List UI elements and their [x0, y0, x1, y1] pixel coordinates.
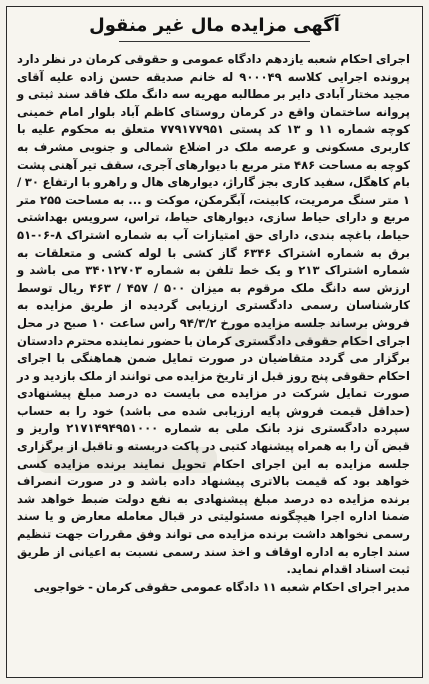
notice-title: آگهی مزایده مال غیر منقول [89, 15, 340, 36]
notice-signature: مدیر اجرای احکام شعبه ۱۱ دادگاه عمومی حقوقی کرمان - خواجویی [33, 579, 410, 594]
legal-notice [6, 6, 423, 678]
notice-paragraph: اجرای احکام شعبه یازدهم دادگاه عمومی و حقوقی کرمان در نظر دارد پرونده اجرایی کلاسه ۹۰۰۰۴۹ له خانم صدیقه حسن زاده علیه آقای مجید مختار آبادی دایر بر مطالبه مهریه سه دانگ ملک فاقد سند ثبتی و پروانه ساختمان واقع در کرمان روستای کاظم آباد بلوار امام خمینی کوچه شماره ۱۱ و ۱۳ کد پستی ۷۷۹۱۷۷۹۵۱ متعلق به محکوم علیه با کاربری مسکونی و عرصه ملک در اضلاع شمالی و جنوبی مشرف به کوچه به مساحت ۴۸۶ متر مربع با دیوارهای آجری، سقف تیر آهنی پشت بام کاهگل، سفید کاری بجز گاراژ، دیوارهای هال و راهرو با ارتفاع ۳۰ /۱ متر سنگ مرمریت، کابینت، آبگرمکن، موکت و ... به مساحت ۲۵۵ متر مربع و دارای حیاط سازی، دیوارهای حیاط، تراس، سرویس بهداشتی حیاط، باغچه بندی، دارای حق امتیازات آب به شماره اشتراک ۸-۰۶-۵۱ برق به شماره اشتراک ۶۳۴۶ گاز کشی با لوله کشی و متعلقات به شماره اشتراک ۲۱۳ و یک خط تلفن به شماره ۳۴۰۱۲۷۰۳ می باشد و ارزش سه دانگ ملک مرقوم به میزان ۵۰۰ / ۴۵۷ / ۴۶۳ ریال توسط کارشناسان رسمی دادگستری ارزیابی گردیده از طریق مزایده به فروش برساند جلسه مزایده مورخ ۹۴/۳/۲ راس ساعت ۱۰ صبح در محل اجرای احکام حقوقی دادگستری کرمان با حضور نماینده محترم دادستان برگزار می گردد متقاضیان در صورت تمایل ضمن هماهنگی با اجرای احکام حقوقی پنج روز قبل از تاریخ مزایده می توانند از ملک بازدید و در صورت تمایل شرکت در مزایده می بایست ده درصد مبلغ پیشنهادی (حداقل قیمت فروش پایه ارزیابی شده می باشد) خود را به حساب سپرده دادگستری نزد بانک ملی به شماره ۲۱۷۱۴۹۴۹۵۱۰۰۰ واریز و قبض آن را به همراه پیشنهاد کتبی در پاکت دربسته و تاقبل از برگزاری جلسه مزایده به این اجرای احکام تحویل نمایند برنده مزایده کسی خواهد بود که قیمت بالاتری پیشنهاد داده باشد و در صورت انصراف برنده مزایده ده درصد مبلغ پیشنهادی به نفع دولت ضبط خواهد شد ضمنا اداره اجرا هیچگونه مسئولیتی در قبال معامله معارض و یا سند رسمی نخواهد داشت برنده مزایده می تواند وفق مقررات جهت تنظیم سند اجاره به اداره اوقاف و اخذ سند رسمی نسبت به اعیانی از طریق ثبت اسناد اقدام نماید. [17, 52, 411, 577]
notice-body [17, 51, 410, 667]
title-underline [119, 41, 310, 42]
